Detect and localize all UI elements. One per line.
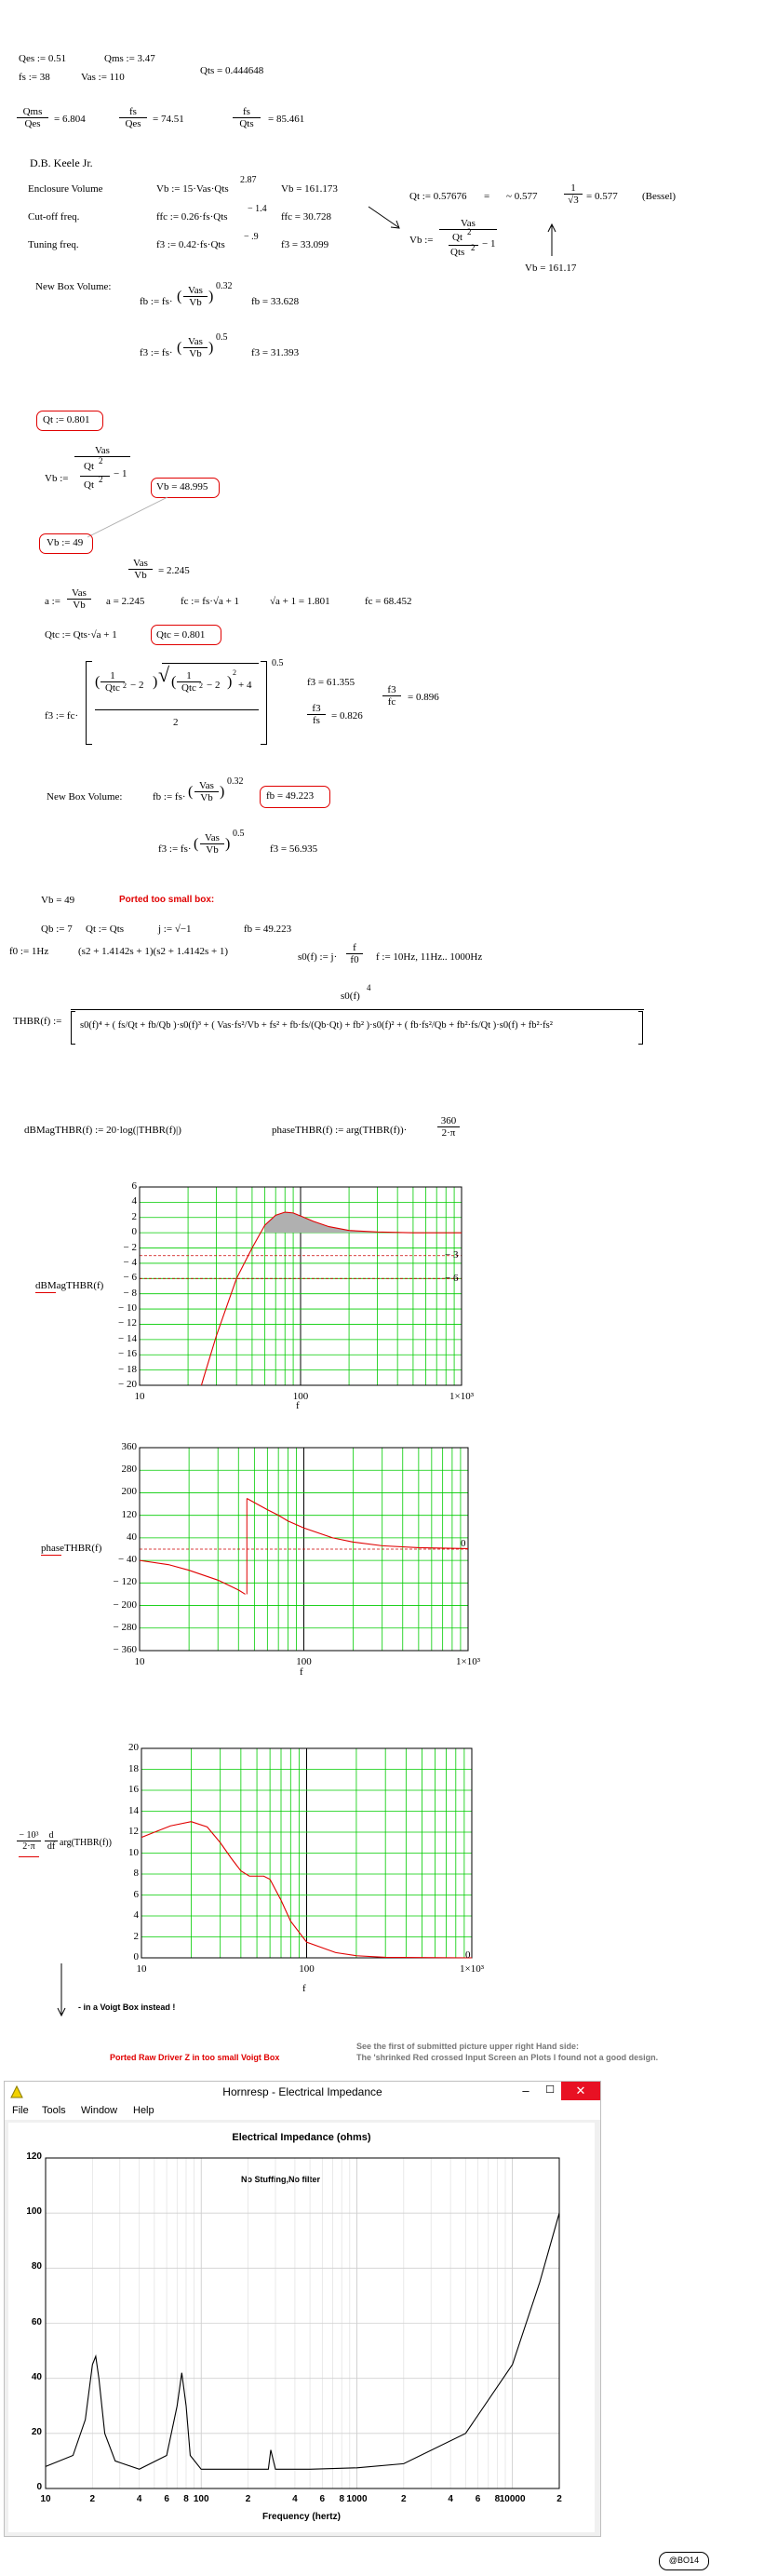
- x-tick-label: 6: [164, 2494, 169, 2504]
- qtc-formula: Qtc := Qts·√a + 1: [45, 629, 117, 641]
- fb-value-2: fb = 49.223: [266, 790, 315, 802]
- vb-result: Vb = 48.995: [156, 481, 208, 492]
- x-tick-label: 10: [40, 2494, 51, 2504]
- y-tick-label: − 10: [118, 1302, 137, 1315]
- a-fraction: [67, 587, 91, 611]
- x-tick-label: 100: [292, 1391, 309, 1402]
- y-tick-label: − 12: [118, 1317, 137, 1329]
- fraction-numerator: Vas: [133, 558, 148, 569]
- qt-symbol: Qt: [84, 461, 94, 472]
- signature-badge: [659, 2552, 709, 2570]
- x-tick-label: 4: [292, 2494, 298, 2504]
- fraction-denominator: f0: [346, 953, 363, 965]
- fraction-numerator: fs: [129, 106, 137, 117]
- vb-value: Vb = 49: [41, 895, 75, 906]
- exponent: 2: [233, 668, 236, 677]
- fraction-denominator: Qtc: [177, 681, 201, 694]
- fraction-numerator: fs: [243, 106, 250, 117]
- menu-help[interactable]: Help: [133, 2105, 154, 2116]
- ported-raw-note: Ported Raw Driver Z in too small Voigt Box: [110, 2053, 280, 2062]
- plot2-frame: [140, 1448, 468, 1651]
- menu-tools[interactable]: Tools: [42, 2105, 66, 2116]
- bracket-right: [638, 1011, 643, 1045]
- qts-result: Qts = 0.444648: [200, 65, 264, 76]
- fraction-denominator: fc: [382, 695, 401, 708]
- f3-exponent-2: 0.5: [233, 829, 245, 839]
- newbox-label: New Box Volume:: [35, 281, 112, 292]
- fraction-numerator: f: [353, 942, 356, 953]
- fb-formula: fb := fs·: [140, 296, 173, 307]
- y-tick-label: − 4: [123, 1256, 137, 1268]
- fraction-numerator: 1: [110, 670, 115, 681]
- paren-close: ): [220, 784, 225, 800]
- bracket-right: [261, 661, 267, 745]
- impedance-xlabel: Frequency (hertz): [262, 2512, 341, 2522]
- fraction-numerator: Vas: [188, 285, 203, 296]
- f3-fc-value: = 0.896: [408, 692, 439, 703]
- fraction-numerator: Vas: [199, 780, 214, 791]
- y-tick-label: 2: [133, 1930, 139, 1942]
- plus-four: + 4: [238, 680, 252, 691]
- y-tick-label: 120: [121, 1508, 137, 1520]
- a-value: a = 2.245: [106, 596, 145, 607]
- plot2-ylabel: phaseTHBR(f): [41, 1543, 102, 1554]
- plot2-svg: [140, 1448, 468, 1651]
- f3-lhs: f3 := fc·: [45, 710, 79, 722]
- qt-assignment: Qt := 0.57676: [409, 191, 467, 202]
- ported-note: Ported too small box:: [119, 895, 215, 905]
- x-tick-label: 1×10³: [449, 1391, 474, 1402]
- vb-result: Vb = 161.17: [525, 263, 577, 274]
- exponent: 2: [99, 456, 103, 465]
- f0-param: f0 := 1Hz: [9, 946, 49, 957]
- enclosure-label: Enclosure Volume: [28, 183, 103, 195]
- phase-scale-fraction: [437, 1115, 460, 1139]
- paren-close: ): [225, 836, 231, 852]
- exponent: 4: [367, 983, 371, 992]
- qms-qes-value: = 6.804: [54, 114, 86, 125]
- plot3-svg: [141, 1748, 472, 1958]
- series-line-0-1: [247, 1499, 468, 1549]
- signature-text: @BO14: [668, 2556, 700, 2565]
- qts-symbol: Qts: [450, 247, 465, 258]
- impedance-chart-svg: [8, 2123, 595, 2532]
- vb-denominator: [74, 456, 130, 498]
- enclosure-result: Vb = 161.173: [281, 183, 338, 195]
- y-tick-label: 10: [128, 1846, 139, 1858]
- fraction-denominator: Vb: [200, 843, 224, 856]
- qt-symbol: Qt: [452, 232, 462, 243]
- plot3-frame: [141, 1748, 472, 1958]
- inv-sqrt3-fraction: [564, 182, 583, 206]
- fraction-denominator: Qts: [233, 117, 261, 129]
- y-tick-label: 100: [26, 2206, 42, 2218]
- vb-lhs: Vb :=: [45, 473, 69, 484]
- x-tick-label: 4: [136, 2494, 142, 2504]
- series-area: [265, 1212, 462, 1233]
- y-tick-label: − 200: [113, 1598, 137, 1611]
- vas-param: Vas := 110: [81, 72, 125, 83]
- y-tick-label: 200: [121, 1486, 137, 1498]
- y-tick-label: − 8: [123, 1287, 137, 1299]
- y-tick-label: 0: [131, 1226, 137, 1238]
- plot1-frame: [140, 1187, 462, 1385]
- paren-open: (: [194, 836, 199, 852]
- thbr-numerator: s0(f): [341, 991, 360, 1002]
- cutoff-formula: ffc := 0.26·fs·Qts: [156, 211, 228, 223]
- x-tick-label: 1×10³: [455, 1656, 480, 1667]
- x-tick-label: 1000: [346, 2494, 368, 2504]
- one-over-qtc2: [101, 670, 125, 694]
- arrow-icon: [367, 205, 404, 233]
- x-tick-label: 2: [400, 2494, 407, 2504]
- vb-denominator: [439, 229, 497, 265]
- y-tick-label: 6: [133, 1888, 139, 1900]
- plot3-ylabel-underline: [19, 1856, 39, 1857]
- qt-param: Qt := Qts: [86, 924, 125, 935]
- y-tick-label: 6: [131, 1180, 137, 1192]
- vb-lhs: Vb :=: [409, 235, 434, 246]
- shrinked-note: The 'shrinked Red crossed Input Screen an Plots I found not a good design.: [356, 2053, 659, 2062]
- plot1-marker-b: − 6: [445, 1273, 459, 1284]
- y-tick-label: 40: [127, 1531, 137, 1543]
- paren-close: ): [153, 674, 158, 690]
- sqrt-icon: √: [158, 663, 170, 686]
- hornresp-window: [4, 2081, 601, 2537]
- fs-qts-value: = 85.461: [268, 114, 305, 125]
- f-f0-fraction: [346, 942, 363, 965]
- qtc-value: Qtc = 0.801: [156, 629, 206, 641]
- exponent: 2: [199, 681, 203, 690]
- y-tick-label: 280: [121, 1463, 137, 1476]
- impedance-annotation: No Stuffing,No filter: [241, 2175, 320, 2184]
- vb-set: Vb := 49: [47, 537, 84, 548]
- x-tick-label: 1×10³: [459, 1963, 484, 1975]
- f3-exponent: 0.5: [216, 332, 228, 343]
- fraction-denominator: Vb: [183, 347, 208, 359]
- minus-one: − 1: [114, 468, 127, 479]
- f3-formula: f3 := fs·: [140, 347, 173, 358]
- tuning-formula: f3 := 0.42·fs·Qts: [156, 239, 225, 250]
- fraction-denominator: Vb: [128, 569, 153, 581]
- y-tick-label: 4: [131, 1195, 137, 1207]
- x-tick-label: 2: [89, 2494, 96, 2504]
- exponent: 2: [99, 475, 103, 484]
- maximize-button[interactable]: ☐: [545, 2084, 555, 2096]
- impedance-plot-area: [8, 2123, 595, 2532]
- x-tick-label: 8: [494, 2494, 501, 2504]
- f3-formula-2: f3 := fs·: [158, 843, 192, 855]
- connector-line: [86, 496, 169, 539]
- y-tick-label: 2: [131, 1210, 137, 1222]
- plot2-ylabel-underline: [41, 1555, 61, 1556]
- y-tick-label: 120: [26, 2151, 42, 2162]
- vb-fraction: [74, 445, 130, 498]
- fs-qes-value: = 74.51: [153, 114, 184, 125]
- y-tick-label: 40: [31, 2371, 42, 2382]
- minus-two: − 2: [130, 680, 144, 691]
- cutoff-label: Cut-off freq.: [28, 211, 80, 223]
- y-tick-label: − 2: [123, 1241, 137, 1253]
- qt-approx: ~ 0.577: [506, 191, 538, 202]
- fraction-denominator: Qtc: [101, 681, 125, 694]
- x-tick-label: 100: [296, 1656, 312, 1667]
- paren-open: (: [188, 784, 194, 800]
- y-tick-label: 60: [31, 2316, 42, 2327]
- dbmag-def: dBMagTHBR(f) := 20·log(|THBR(f)|): [24, 1125, 181, 1136]
- f3-vas-vb-fraction-2: [200, 832, 224, 856]
- see-first-note: See the first of submitted picture upper right Hand side:: [356, 2042, 580, 2051]
- fraction-numerator: Qms: [22, 106, 43, 117]
- voigt-note: - in a Voigt Box instead !: [78, 2003, 176, 2012]
- thbr-fraction: [71, 983, 644, 1045]
- vas-vb-fraction: [128, 558, 153, 581]
- enclosure-exponent: 2.87: [240, 175, 257, 185]
- plot1-ylabel: dBMagTHBR(f): [35, 1280, 104, 1291]
- y-tick-label: − 120: [113, 1576, 137, 1588]
- y-tick-label: 4: [133, 1909, 139, 1921]
- plot3-xlabel: f: [302, 1983, 306, 1994]
- cutoff-exponent: − 1.4: [248, 204, 267, 214]
- tuning-result: f3 = 33.099: [281, 239, 329, 250]
- y-tick-label: 12: [128, 1826, 139, 1837]
- f3-value-2: f3 = 56.935: [270, 843, 318, 855]
- paren-close: ): [208, 289, 214, 304]
- fc-formula: fc := fs·√a + 1: [181, 596, 240, 607]
- fraction-numerator: Vas: [461, 218, 476, 229]
- impedance-chart-title: Electrical Impedance (ohms): [232, 2132, 371, 2143]
- fb-exponent: 0.32: [216, 281, 233, 291]
- fb-exponent-2: 0.32: [227, 776, 244, 787]
- fraction-numerator: Vas: [205, 832, 220, 843]
- y-tick-label: 16: [128, 1784, 139, 1795]
- tuning-label: Tuning freq.: [28, 239, 79, 250]
- fraction-denominator: Qes: [119, 117, 147, 129]
- denominator-two: 2: [173, 717, 179, 728]
- y-tick-label: 20: [128, 1742, 139, 1753]
- fb-vas-vb-fraction-2: [194, 780, 219, 803]
- plot3-ylabel-derivative: [45, 1830, 58, 1852]
- fraction-numerator: − 10³: [19, 1830, 39, 1841]
- y-tick-label: − 16: [118, 1348, 137, 1360]
- qt-set: Qt := 0.801: [43, 414, 90, 425]
- fb-result: fb = 33.628: [251, 296, 300, 307]
- qms-param: Qms := 3.47: [104, 53, 155, 64]
- s0-def: s0(f) := j·: [298, 951, 338, 963]
- x-tick-label: 8: [183, 2494, 189, 2504]
- fraction-bar: [95, 709, 259, 710]
- fs-param: fs := 38: [19, 72, 50, 83]
- paren-open: (: [177, 289, 182, 304]
- paren-close: ): [227, 674, 233, 690]
- y-tick-label: − 280: [113, 1621, 137, 1633]
- plot3-ylabel-prefix: [17, 1830, 41, 1852]
- tuning-exponent: − .9: [244, 232, 259, 242]
- menu-file[interactable]: File: [12, 2105, 29, 2116]
- fb-formula-2: fb := fs·: [153, 791, 186, 802]
- one-over-qtc2-inner: [177, 670, 201, 694]
- f3-big-fraction: [86, 661, 267, 743]
- fb-vas-vb-fraction: [183, 285, 208, 308]
- f3-vas-vb-fraction: [183, 336, 208, 359]
- exponent: 2: [467, 227, 472, 236]
- x-tick-label: 10: [134, 1656, 145, 1667]
- fraction-denominator: fs: [307, 714, 326, 726]
- x-tick-label: 2: [556, 2494, 562, 2504]
- plot3-ylabel-fn: arg(THBR(f)): [60, 1838, 112, 1848]
- f3-value: f3 = 61.355: [307, 677, 355, 688]
- minus-one: − 1: [482, 238, 496, 250]
- x-tick-label: 8: [339, 2494, 345, 2504]
- impedance-curve: [46, 2213, 559, 2469]
- plot1-marker-a: − 3: [445, 1249, 459, 1261]
- paren-open: (: [171, 674, 177, 690]
- minus-two: − 2: [207, 680, 221, 691]
- series-line-0-0: [140, 1560, 246, 1594]
- enclosure-formula: Vb := 15·Vas·Qts: [156, 183, 229, 195]
- x-tick-label: 10: [136, 1963, 147, 1975]
- sub-fraction-bar: [80, 476, 110, 477]
- fraction-denominator: Vb: [183, 296, 208, 308]
- y-tick-label: 14: [128, 1804, 139, 1816]
- fs-qts-fraction: [233, 106, 261, 129]
- fraction-denominator: 2·π: [17, 1841, 41, 1852]
- paren-open: (: [95, 674, 101, 690]
- y-tick-label: − 14: [118, 1332, 137, 1344]
- y-tick-label: 0: [36, 2482, 42, 2492]
- cutoff-result: ffc = 30.728: [281, 211, 331, 223]
- qms-qes-fraction: [17, 106, 48, 129]
- thbr-lhs: THBR(f) :=: [13, 1016, 62, 1027]
- y-tick-label: 0: [133, 1951, 139, 1962]
- y-tick-label: 20: [31, 2426, 42, 2437]
- f-range: f := 10Hz, 11Hz.. 1000Hz: [376, 951, 483, 963]
- y-tick-label: − 20: [118, 1379, 137, 1390]
- x-tick-label: 4: [448, 2494, 453, 2504]
- fraction-numerator: 360: [440, 1115, 457, 1126]
- fc-value: fc = 68.452: [365, 596, 412, 607]
- x-tick-label: 100: [299, 1963, 315, 1975]
- x-tick-label: 100: [193, 2494, 209, 2504]
- thbr-denominator: s0(f)⁴ + ( fs/Qt + fb/Qb )·s0(f)³ + ( Vas·fs²/Vb + fs² + fb·fs/(Qb·Qt) + fb² )·s0(f)² + ( fb·fs²/Qb + fb²·fs/Qt )·s0(f) + fb²·fs²: [80, 1020, 553, 1031]
- y-tick-label: − 18: [118, 1363, 137, 1375]
- f3-fc-fraction: [382, 684, 401, 708]
- fraction-denominator: Vb: [194, 791, 219, 803]
- fraction-denominator: √3: [564, 194, 583, 206]
- fs-qes-fraction: [119, 106, 147, 129]
- y-tick-label: 8: [133, 1868, 139, 1879]
- keele-title: D.B. Keele Jr.: [30, 156, 93, 169]
- fraction-denominator: 2·π: [437, 1126, 460, 1139]
- f3-fs-fraction: [307, 703, 326, 726]
- bracket-left: [86, 661, 92, 745]
- paren-open: (: [177, 340, 182, 356]
- fraction-numerator: Vas: [72, 587, 87, 599]
- close-button[interactable]: ✕: [561, 2082, 600, 2100]
- f3-exponent: 0.5: [272, 658, 284, 668]
- minimize-button[interactable]: –: [522, 2084, 529, 2097]
- plot3-marker: 0: [465, 1949, 471, 1961]
- exponent: 2: [123, 681, 127, 690]
- window-title: Hornresp - Electrical Impedance: [222, 2085, 382, 2098]
- fraction-denominator: Qes: [17, 117, 48, 129]
- x-tick-label: 10000: [499, 2494, 526, 2504]
- arrow-down-icon: [56, 1962, 67, 2018]
- x-tick-label: 2: [245, 2494, 251, 2504]
- plot1-ylabel-underline: [35, 1292, 56, 1293]
- vas-vb-value: = 2.245: [158, 565, 190, 576]
- y-tick-label: − 360: [113, 1644, 137, 1655]
- fraction-numerator: 1: [570, 182, 576, 194]
- paren-close: ): [208, 340, 214, 356]
- fraction-denominator: Vb: [67, 599, 91, 611]
- fraction-bar: [71, 1009, 644, 1010]
- plot1-xlabel: f: [296, 1400, 300, 1411]
- arrow-up-icon: [547, 223, 556, 257]
- fraction-numerator: Vas: [95, 445, 110, 456]
- phase-def: phaseTHBR(f) := arg(THBR(f))·: [272, 1125, 408, 1136]
- fraction-numerator: f3: [312, 703, 321, 714]
- y-tick-label: − 6: [123, 1272, 137, 1284]
- f3-result: f3 = 31.393: [251, 347, 300, 358]
- sqrt-value: √a + 1 = 1.801: [270, 596, 330, 607]
- y-tick-label: 360: [121, 1441, 137, 1452]
- fb-param: fb = 49.223: [244, 924, 292, 935]
- hornresp-titlebar[interactable]: [5, 2082, 600, 2102]
- qb-param: Qb := 7: [41, 924, 73, 935]
- y-tick-label: − 40: [118, 1554, 137, 1566]
- fraction-numerator: Vas: [188, 336, 203, 347]
- f3-fs-value: = 0.826: [331, 710, 363, 722]
- y-tick-label: 18: [128, 1762, 139, 1774]
- qes-param: Qes := 0.51: [19, 53, 67, 64]
- qt-approx-value: = 0.577: [586, 191, 618, 202]
- newbox-label-2: New Box Volume:: [47, 791, 123, 802]
- x-tick-label: 10: [134, 1391, 145, 1402]
- menu-bar: [5, 2102, 600, 2120]
- a-lhs: a :=: [45, 596, 60, 607]
- bracket-left: [71, 1011, 75, 1045]
- menu-window[interactable]: Window: [81, 2105, 118, 2116]
- bessel-label: (Bessel): [642, 191, 677, 202]
- qt-symbol: Qt: [84, 479, 94, 491]
- sqrt-bar: [162, 663, 259, 664]
- polynomial: (s2 + 1.4142s + 1)(s2 + 1.4142s + 1): [78, 946, 229, 957]
- qt-equals: =: [484, 191, 490, 202]
- plot2-xlabel: f: [300, 1666, 303, 1678]
- j-param: j := √−1: [158, 924, 192, 935]
- plot2-marker: 0: [461, 1538, 466, 1549]
- fraction-denominator: df: [45, 1841, 58, 1852]
- x-tick-label: 6: [319, 2494, 326, 2504]
- x-tick-label: 6: [475, 2494, 481, 2504]
- exponent: 2: [471, 243, 476, 252]
- series-line-0: [201, 1212, 462, 1385]
- vb-fraction: [439, 218, 497, 265]
- fraction-numerator: f3: [387, 684, 396, 695]
- y-tick-label: 80: [31, 2261, 42, 2273]
- plot1-svg: [140, 1187, 462, 1385]
- fraction-numerator: d: [48, 1830, 54, 1841]
- fraction-numerator: 1: [186, 670, 192, 681]
